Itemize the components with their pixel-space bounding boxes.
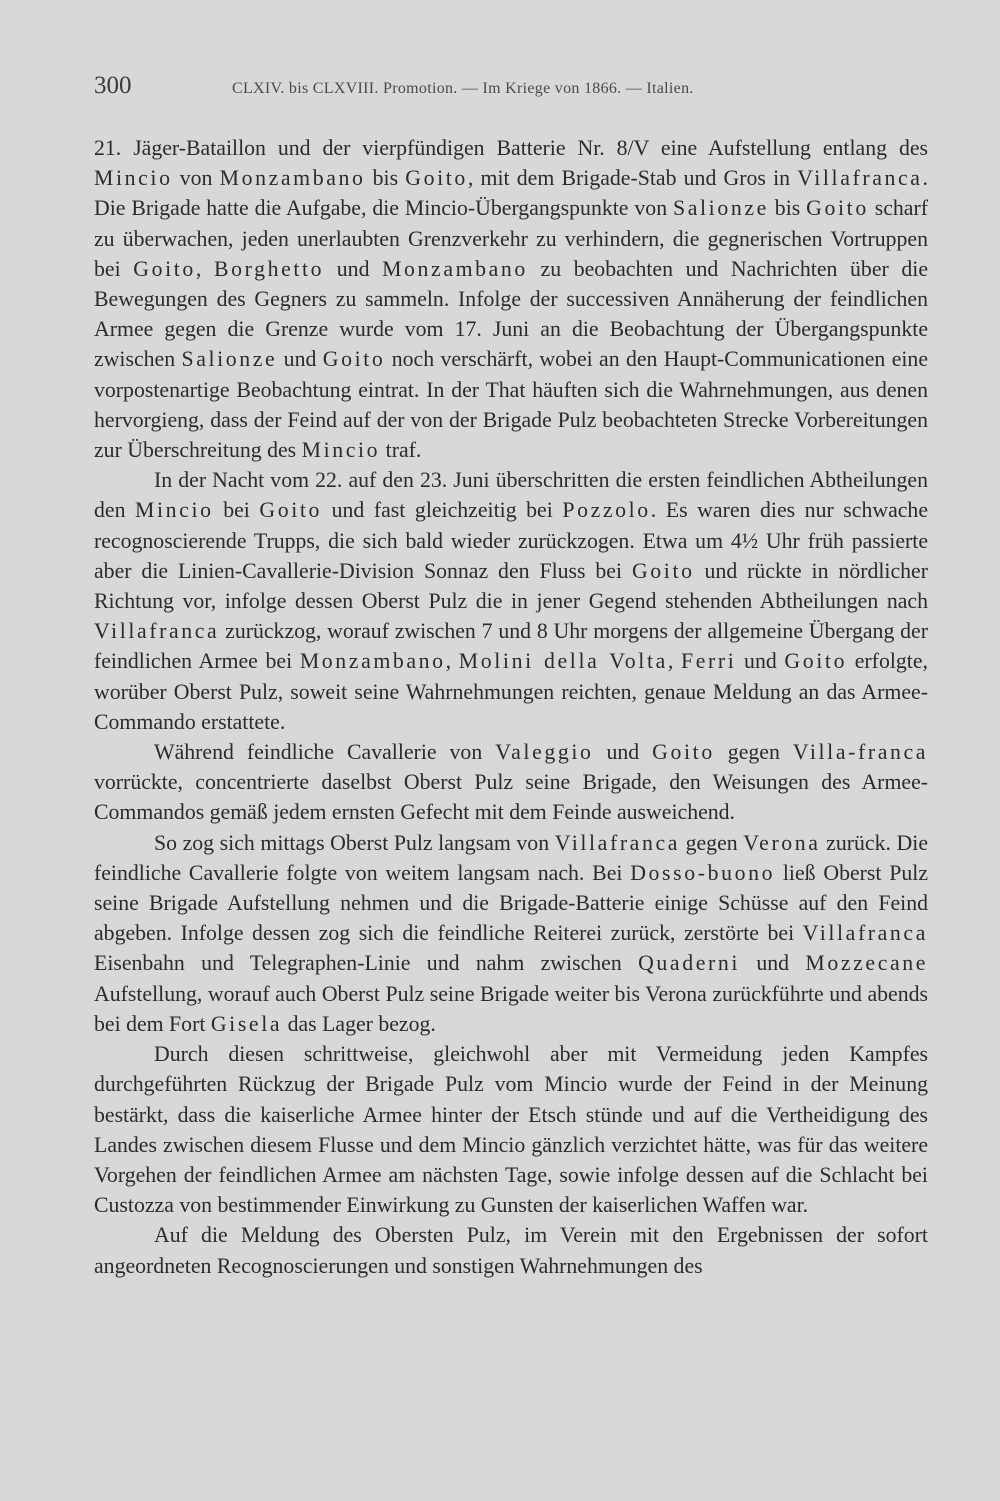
spaced-name: Goito (806, 196, 869, 221)
text-run: Auf die Meldung des Obersten Pulz, im Verein mit den Ergebnissen der sofort angeordneten Recognoscierungen und sonstigen Wahrnehmungen des (94, 1223, 928, 1278)
text-run: , (445, 649, 459, 674)
spaced-name: Villa-franca (792, 740, 929, 765)
text-run: gegen (714, 740, 793, 765)
text-run: , (195, 256, 214, 281)
spaced-name: Salionze (181, 347, 278, 372)
text-run: 21. Jäger-Bataillon und der vierpfündigen Batterie Nr. 8/V eine Aufstellung entlang des (94, 136, 928, 160)
text-run: das Lager bezog. (282, 1011, 436, 1036)
running-head: CLXIV. bis CLXVIII. Promotion. — Im Kriege von 1866. — Italien. (232, 80, 694, 97)
paragraph (94, 1039, 928, 1220)
spaced-name: Ferri (681, 649, 737, 674)
text-run: und (739, 951, 806, 976)
text-run: von (172, 166, 220, 191)
text-run: bei (213, 498, 260, 523)
paragraph (94, 737, 928, 828)
spaced-name: Villafranca (802, 921, 928, 946)
spaced-name: Goito (784, 649, 848, 674)
text-run: vorrückte, concentrierte daselbst Oberst Pulz seine Brigade, den Weisungen des Armee-Commandos gemäß jedem ernsten Gefecht mit dem Feinde ausweichend. (94, 770, 928, 825)
spaced-name: Goito (133, 256, 196, 281)
spaced-name: Goito (405, 166, 468, 191)
spaced-name: Mincio (135, 498, 214, 523)
paragraph (94, 1220, 928, 1280)
spaced-name: Dosso-buono (630, 860, 776, 885)
text-run: Durch diesen schrittweise, gleichwohl aber mit Vermeidung jeden Kampfes durchgeführten Rückzug der Brigade Pulz vom Mincio wurde der Feind in der Meinung bestärkt, dass die kaiserliche Armee hinter der Etsch stünde und auf die Vertheidigung des Landes zwischen diesem Flusse und dem Mincio gänzlich verzichtet hätte, was für das weitere Vorgehen der feindlichen Armee am nächsten Tage, sowie infolge dessen auf die Schlacht bei Custozza von bestimmender Einwirkung zu Gunsten der kaiserlichen Waffen war. (94, 1042, 928, 1218)
text-run: zu beobachten und Nachrichten über die Bewegungen des Gegners zu sammeln. Infolge der successiven Annäherung der feindlichen Armee gegen die Grenze wurde vom 17. Juni an die Beobachtung der Übergangspunkte zwischen (94, 256, 928, 372)
text-run: zurück. Die feindliche Cavallerie folgte von weitem langsam nach. Bei (94, 830, 928, 885)
spaced-name: Verona (743, 830, 821, 855)
spaced-name: Molini della Volta (458, 649, 668, 674)
text-run: bis (365, 166, 406, 191)
spaced-name: Valeggio (495, 740, 594, 765)
text-run: zurückzog, worauf zwischen 7 und 8 Uhr morgens der allgemeine Übergang der feindlichen Armee bei (94, 619, 928, 674)
spaced-name: Goito (322, 347, 386, 372)
text-run: traf. (380, 438, 422, 463)
text-run: Während feindliche Cavallerie von (154, 740, 496, 765)
text-run: und (277, 347, 323, 372)
spaced-name: Villafranca (94, 619, 220, 644)
paragraph (94, 465, 928, 737)
page-number: 300 (94, 72, 132, 99)
text-run: , (667, 649, 681, 674)
spaced-name: Mincio (94, 166, 173, 191)
text-run: Aufstellung, worauf auch Oberst Pulz seine Brigade weiter bis Verona zurückführte und abends bei dem Fort (94, 981, 928, 1036)
text-run: gegen (680, 830, 744, 855)
page-header (94, 72, 928, 108)
spaced-name: Pozzolo (562, 498, 651, 523)
paragraph (94, 133, 928, 465)
spaced-name: Salionze (673, 196, 769, 221)
spaced-name: Goito (631, 558, 695, 583)
spaced-name: Gisela (210, 1011, 283, 1036)
spaced-name: Quaderni (638, 951, 740, 976)
spaced-name: Monzambano (219, 166, 366, 191)
text-run: und (324, 256, 383, 281)
spaced-name: Goito (259, 498, 323, 523)
spaced-name: Mincio (301, 438, 381, 463)
body-text (94, 133, 928, 1281)
text-run: und (736, 649, 785, 674)
text-run: und (593, 740, 653, 765)
text-run: und rückte in nördlicher Richtung vor, infolge dessen Oberst Pulz die in jener Gegend stehenden Abtheilungen nach (94, 558, 928, 614)
text-run: erfolgte, worüber Oberst Pulz, soweit seine Wahrnehmungen reichten, genaue Meldung an das Armee-Commando erstattete. (94, 649, 928, 734)
text-run: . Es waren dies nur schwache recognoscierende Trupps, die sich bald wieder zurückzogen. Etwa um 4½ Uhr früh passierte aber die Linien-Cavallerie-Division Sonnaz den Fluss bei (94, 498, 929, 583)
text-run: noch verschärft, wobei an den Haupt-Communicationen eine vorpostenartige Beobachtung eintrat. In der That häuften sich die Wahrnehmungen, aus denen hervorgieng, dass der Feind auf der von der Brigade Pulz beobachteten Strecke Vorbereitungen zur Überschreitung des (94, 347, 928, 463)
text-run: In der Nacht vom 22. auf den 23. Juni überschritten die ersten feindlichen Abtheilungen den (94, 468, 928, 523)
spaced-name: Mozzecane (805, 951, 929, 976)
spaced-name: Villafranca (554, 830, 681, 855)
spaced-name: Monzambano (299, 649, 446, 674)
spaced-name: Monzambano (382, 256, 528, 281)
text-run: . Die Brigade hatte die Aufgabe, die Mincio-Übergangspunkte von (94, 166, 928, 221)
text-run: bis (768, 196, 807, 221)
text-run: scharf zu überwachen, jeden unerlaubten Grenzverkehr zu verhindern, die gegnerischen Vortruppen bei (94, 196, 928, 281)
text-run: , mit dem Brigade-Stab und Gros in (467, 166, 798, 191)
text-run: und fast gleichzeitig bei (322, 498, 563, 523)
spaced-name: Villafranca (797, 166, 923, 191)
spaced-name: Goito (652, 740, 715, 765)
text-run: Eisenbahn und Telegraphen-Linie und nahm zwischen (94, 951, 639, 976)
spaced-name: Borghetto (213, 256, 325, 281)
text-run: ließ Oberst Pulz seine Brigade Aufstellung nehmen und die Brigade-Batterie einige Schüsse auf den Feind abgeben. Infolge dessen zog sich die feindliche Reiterei zurück, zerstörte bei (94, 860, 928, 946)
text-run: So zog sich mittags Oberst Pulz langsam von (154, 830, 555, 855)
paragraph (94, 828, 928, 1039)
